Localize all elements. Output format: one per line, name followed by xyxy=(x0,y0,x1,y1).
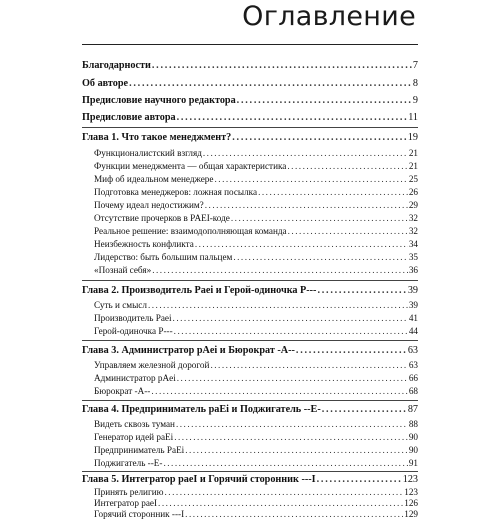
toc-entry-page: 63 xyxy=(408,360,418,370)
section-divider xyxy=(82,340,418,341)
toc-entry-title: Реальное решение: взаимодополняющая команда xyxy=(94,226,287,236)
toc-section[interactable] xyxy=(94,200,418,210)
dot-leader xyxy=(151,386,407,396)
section-divider xyxy=(82,127,418,128)
toc-entry-title: Подготовка менеджеров: ложная посылка xyxy=(94,187,258,197)
toc-entry-title: Функции менеджмента — общая характеристика xyxy=(94,161,287,171)
dot-leader xyxy=(185,445,408,455)
toc-chapter-2[interactable] xyxy=(82,285,418,296)
toc-entry-title: Суть и смысл xyxy=(94,300,147,310)
toc-entry-page: 39 xyxy=(407,285,418,296)
toc-entry-title: Глава 1. Что такое менеджмент? xyxy=(82,132,232,143)
dot-leader xyxy=(177,112,408,123)
dot-leader xyxy=(174,432,408,442)
toc-section[interactable] xyxy=(94,187,418,197)
dot-leader xyxy=(214,174,407,184)
toc-entry-title: Лидерство: быть большим пальцем xyxy=(94,252,233,262)
toc-entry-title: Об авторе xyxy=(82,78,129,89)
toc-entry-page: 39 xyxy=(408,300,418,310)
toc-section[interactable] xyxy=(94,326,418,336)
dot-leader xyxy=(322,404,407,415)
toc-entry-title: Предприниматель PaEi xyxy=(94,445,185,455)
toc-entry-title: Почему идеал недостижим? xyxy=(94,200,204,210)
toc-entry-title: Интегратор paeI xyxy=(94,498,158,508)
toc-section[interactable] xyxy=(94,252,418,262)
dot-leader xyxy=(231,213,408,223)
toc-section[interactable] xyxy=(94,432,418,442)
toc-entry-page: 36 xyxy=(408,265,418,275)
dot-leader xyxy=(165,487,404,497)
toc-entry-title: «Познай себя» xyxy=(94,265,152,275)
toc-entry-page: 66 xyxy=(408,373,418,383)
dot-leader xyxy=(232,132,407,143)
dot-leader xyxy=(287,161,407,171)
toc-entry-title: Герой-одиночка P--- xyxy=(94,326,173,336)
dot-leader xyxy=(317,474,402,485)
toc-section[interactable] xyxy=(94,300,418,310)
toc-entry-title: Принять религию xyxy=(94,487,164,497)
dot-leader xyxy=(203,148,408,158)
toc-entry-title: Поджигатель --E- xyxy=(94,458,163,468)
dot-leader xyxy=(237,95,412,106)
dot-leader xyxy=(152,60,412,71)
toc-entry-title: Глава 5. Интегратор paeI и Горячий сторонник ---I xyxy=(82,474,316,485)
toc-entry-page: 8 xyxy=(412,78,418,89)
dot-leader xyxy=(233,252,407,262)
toc-entry-title: Горячий сторонник ---I xyxy=(94,509,185,519)
toc-entry-author-preface[interactable] xyxy=(82,112,418,123)
toc-section[interactable] xyxy=(94,161,418,171)
toc-entry-title: Благодарности xyxy=(82,60,151,71)
toc-entry-page: 19 xyxy=(407,132,418,143)
toc-entry-page: 7 xyxy=(412,60,418,71)
toc-section[interactable] xyxy=(94,148,418,158)
dot-leader xyxy=(129,78,412,89)
toc-entry-title: Бюрократ -A-- xyxy=(94,386,151,396)
toc-entry-page: 25 xyxy=(408,174,418,184)
toc-section[interactable] xyxy=(94,174,418,184)
toc-entry-editor-preface[interactable] xyxy=(82,95,418,106)
toc-entry-title: Администратор pAei xyxy=(94,373,176,383)
toc-entry-page: 126 xyxy=(404,498,418,508)
toc-entry-page: 123 xyxy=(404,487,418,497)
toc-section[interactable] xyxy=(94,239,418,249)
toc-section[interactable] xyxy=(94,226,418,236)
dot-leader xyxy=(296,345,407,356)
toc-chapter-1[interactable] xyxy=(82,132,418,143)
toc-section[interactable] xyxy=(94,419,418,429)
toc-entry-acknowledgements[interactable] xyxy=(82,60,418,71)
page-title: Оглавление xyxy=(242,1,416,32)
toc-entry-page: 32 xyxy=(408,213,418,223)
dot-leader xyxy=(148,300,408,310)
toc-entry-title: Неизбежность конфликта xyxy=(94,239,194,249)
dot-leader xyxy=(173,313,408,323)
toc-entry-about-author[interactable] xyxy=(82,78,418,89)
toc-entry-title: Производитель Paei xyxy=(94,313,172,323)
toc-entry-page: 9 xyxy=(412,95,418,106)
toc-entry-page: 88 xyxy=(408,419,418,429)
toc-section[interactable] xyxy=(94,386,418,396)
toc-section[interactable] xyxy=(94,265,418,275)
dot-leader xyxy=(195,239,408,249)
toc-entry-page: 90 xyxy=(408,432,418,442)
toc-entry-title: Функционалистский взгляд xyxy=(94,148,202,158)
toc-section[interactable] xyxy=(94,313,418,323)
section-divider xyxy=(82,400,418,401)
toc-entry-title: Глава 3. Администратор pAei и Бюрократ -A-- xyxy=(82,345,295,356)
toc-entry-title: Глава 4. Предприниматель paEi и Поджигатель --E- xyxy=(82,404,321,415)
dot-leader xyxy=(163,458,407,468)
toc-entry-page: 34 xyxy=(408,239,418,249)
toc-entry-title: Генератор идей paEi xyxy=(94,432,174,442)
dot-leader xyxy=(174,326,408,336)
toc-entry-page: 91 xyxy=(408,458,418,468)
toc-entry-page: 26 xyxy=(408,187,418,197)
toc-chapter-3[interactable] xyxy=(82,345,418,356)
toc-entry-title: Предисловие автора xyxy=(82,112,176,123)
section-divider xyxy=(82,280,418,281)
dot-leader xyxy=(205,200,408,210)
dot-leader xyxy=(177,373,408,383)
toc-section[interactable] xyxy=(94,458,418,468)
toc-entry-page: 21 xyxy=(408,148,418,158)
dot-leader xyxy=(288,226,408,236)
dot-leader xyxy=(152,265,408,275)
toc-entry-page: 90 xyxy=(408,445,418,455)
toc-entry-page: 44 xyxy=(408,326,418,336)
toc-chapter-4[interactable] xyxy=(82,404,418,415)
section-divider xyxy=(82,471,418,472)
toc-entry-page: 35 xyxy=(408,252,418,262)
dot-leader xyxy=(317,285,406,296)
toc-section[interactable] xyxy=(94,360,418,370)
toc-entry-title: Отсутствие прочерков в PAEI-коде xyxy=(94,213,230,223)
toc-entry-page: 68 xyxy=(408,386,418,396)
dot-leader xyxy=(185,509,403,519)
toc-entry-page: 29 xyxy=(408,200,418,210)
toc-entry-page: 129 xyxy=(404,509,418,519)
toc-section[interactable] xyxy=(94,445,418,455)
toc-entry-title: Видеть сквозь туман xyxy=(94,419,175,429)
dot-leader xyxy=(258,187,408,197)
toc-chapter-5[interactable] xyxy=(82,474,418,485)
toc-entry-page: 11 xyxy=(408,112,418,123)
toc-entry-page: 32 xyxy=(408,226,418,236)
toc-section[interactable] xyxy=(94,213,418,223)
toc-entry-page: 41 xyxy=(408,313,418,323)
toc-entry-title: Управляем железной дорогой xyxy=(94,360,210,370)
dot-leader xyxy=(210,360,407,370)
toc-entry-title: Миф об идеальном менеджере xyxy=(94,174,214,184)
toc-section[interactable] xyxy=(94,487,418,497)
dot-leader xyxy=(176,419,408,429)
toc-entry-page: 21 xyxy=(408,161,418,171)
toc-entry-page: 87 xyxy=(407,404,418,415)
toc-entry-page: 123 xyxy=(402,474,418,485)
toc-entry-page: 63 xyxy=(407,345,418,356)
toc-entry-title: Глава 2. Производитель Paei и Герой-одиночка P--- xyxy=(82,285,317,296)
title-divider xyxy=(82,44,418,45)
toc-section[interactable] xyxy=(94,373,418,383)
toc-entry-title: Предисловие научного редактора xyxy=(82,95,236,106)
toc-section[interactable] xyxy=(94,509,418,519)
